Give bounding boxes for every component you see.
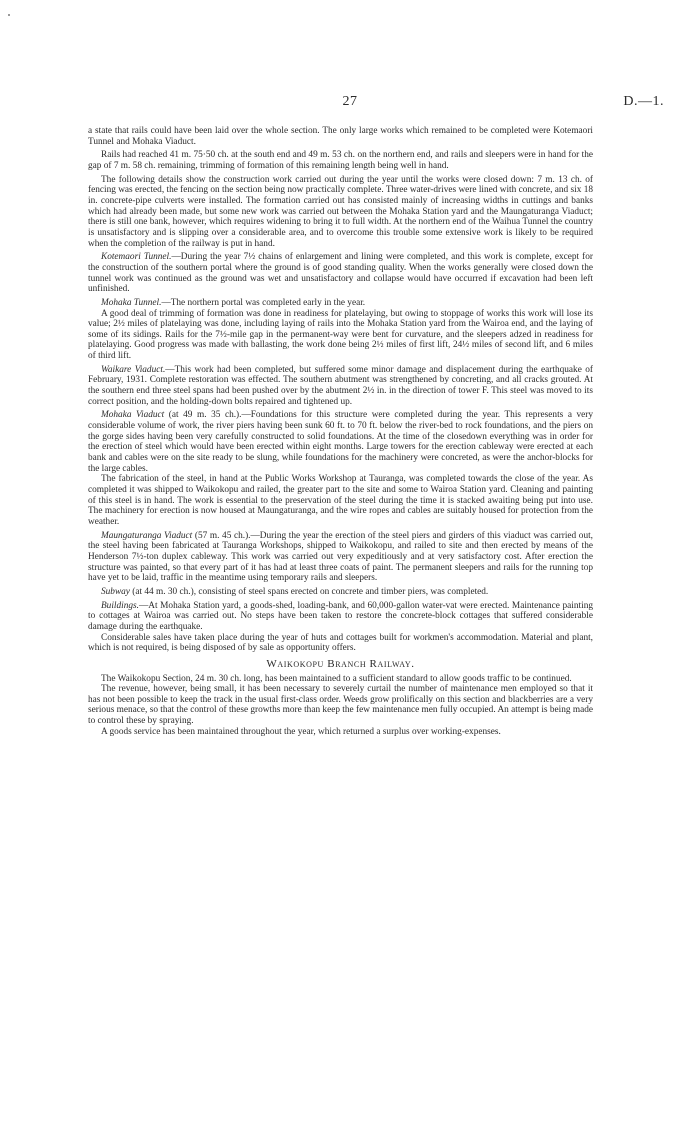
heading-waikare-viaduct: Waikare Viaduct.	[101, 364, 166, 375]
body-text	[88, 126, 593, 737]
document-reference: D.—1.	[623, 94, 664, 109]
page-number: 27	[342, 94, 358, 109]
paragraph-buildings	[88, 601, 593, 633]
paragraph: The revenue, however, being small, it has been necessary to severely curtail the number of maintenance men employed so that it has not been possible to keep the track in the usual first-class order. Weeds grow prolifically on this section and blackberries are a very serious menace, so that the control of these growths more than keep the few maintenance men fully occupied. An attempt is being made to control these by spraying.	[88, 684, 593, 727]
paragraph-kotemaori-tunnel	[88, 252, 593, 295]
paragraph-waikare-viaduct	[88, 365, 593, 408]
section-heading	[88, 659, 593, 671]
paragraph-subway	[88, 587, 593, 598]
margin-mark	[8, 14, 10, 16]
paragraph: A goods service has been maintained throughout the year, which returned a surplus over working-expenses.	[101, 726, 501, 737]
paragraph-fabrication: The fabrication of the steel, in hand at the Public Works Workshop at Tauranga, was completed towards the close of the year. As completed it was shipped to Waikokopu and railed, the greater part to the site and some to Wairoa Station yard. Cleaning and painting of this steel is in hand. The work is essential to the preservation of the steel during the time it is stacked awaiting being put into use. The machinery for erection is now housed at Maungaturanga, and the wire ropes and cables are suitably housed for protection from the weather.	[88, 474, 593, 527]
paragraph-mohaka-viaduct	[88, 410, 593, 474]
heading-subway: Subway	[101, 586, 130, 597]
text-mohaka-tunnel: —The northern portal was completed early in the year.	[161, 297, 366, 308]
paragraph-sales: Considerable sales have taken place during the year of huts and cottages built for workmen's accommodation. Material and plant, which is not required, is being disposed of by sale as opportunity offers.	[88, 632, 593, 654]
text-kotemaori-tunnel: —During the year 7½ chains of enlargement and lining were completed, and this work is complete, except for the construction of the southern portal where the ground is of good standing quality. When the works generally were closed down the tunnel work was continued as the ground was wet and unsatisfactory and collapse would have occurred if excavation had been left unfinished.	[88, 252, 593, 295]
heading-buildings: Buildings.	[101, 600, 139, 611]
heading-kotemaori-tunnel: Kotemaori Tunnel.	[101, 252, 172, 263]
section-title: Waikokopu Branch Railway.	[266, 657, 415, 670]
paragraph: The Waikokopu Section, 24 m. 30 ch. long, has been maintained to a sufficient standard to allow goods traffic to be continued.	[101, 673, 572, 684]
paragraph: a state that rails could have been laid over the whole section. The only large works which remained to be completed were Kotemaori Tunnel and Mohaka Viaduct.	[88, 126, 593, 147]
text-buildings: —At Mohaka Station yard, a goods-shed, loading-bank, and 60,000-gallon water-vat were erected. Maintenance painting to cottages at Wairoa was carried out. No steps have been taken to restore the concrete-block cottages that suffered considerable damage during the earthquake.	[88, 600, 593, 632]
paragraph-trimming: A good deal of trimming of formation was done in readiness for platelaying, but owing to stoppage of works this work will lose its value; 2½ miles of platelaying was done, including laying of rails into the Mohaka Station yard from the Wairoa end, and the laying of some of its sidings. Rails for the 7½-mile gap in the permanent-way were bent for curvature, and the sleepers adzed in readiness for platelaying. Good progress was made with ballasting, the work done being 2½ miles of first lift, 24½ miles of second lift, and 6 miles of third lift.	[88, 308, 593, 362]
paragraph: Rails had reached 41 m. 75·50 ch. at the south end and 49 m. 53 ch. on the northern end, and rails and sleepers were in hand for the gap of 7 m. 58 ch. remaining, trimming of formation of this remaining length being well in hand.	[88, 150, 593, 171]
paragraph: The following details show the construction work carried out during the year until the works were closed down: 7 m. 13 ch. of fencing was erected, the fencing on the section being now practically complete. Three water-drives were lined with concrete, and six 18 in. concrete-pipe culverts were installed. The formation carried out has consisted mainly of increasing widths in cuttings and banks which had already been made, but some new work was carried out between the Mohaka Station yard and the Maungaturanga Viaduct; there is still one bank, however, which requires widening to bring it to full width. At the northern end of the Waihua Tunnel the country is unsatisfactory and is slipping over a considerable area, and to overcome this trouble some extensive work is likely to be required when the completion of the railway is put in hand.	[88, 174, 593, 249]
text-maungaturanga-viaduct: (57 m. 45 ch.).—During the year the erection of the steel piers and girders of this viaduct was carried out, the steel having been fabricated at Tauranga Workshops, shipped to Waikokopu, and railed to site and then erected by means of the Henderson 7½-ton duplex cableway. This work was carried out very expeditiously and at very satisfactory cost. After erection the structure was painted, so that every part of it has had at least three coats of paint. The permanent sleepers and rails for the running top have yet to be laid, traffic in the meantime using temporary rails and sleepers.	[88, 530, 594, 584]
text-mohaka-viaduct: (at 49 m. 35 ch.).—Foundations for this structure were completed during the year. This represents a very considerable volume of work, the river piers having been sunk 60 ft. to 70 ft. below the river-bed to rock foundations, and the piers on the gorge sides having been very carefully constructed to solid foundations. At the time of the closedown everything was in order for the erection of steel which would have been erected within eight months. Large towers for the erection cableway were erected at each bank and cables were on the site ready to be slung, while foundations for the machinery were concreted, as were the anchor-blocks for the large cables.	[88, 410, 594, 474]
text-waikare-viaduct: —This work had been completed, but suffered some minor damage and displacement during the earthquake of February, 1931. Complete restoration was effected. The southern abutment was strengthened by concreting, and all cracks grouted. At the southern end three steel spans had been pushed over by the abutment 2½ in. in the direction of tower F. This steel was moved to its correct position, and the holding-down bolts repaired and tightened up.	[88, 364, 593, 407]
text-subway: (at 44 m. 30 ch.), consisting of steel spans erected on concrete and timber piers, was completed.	[129, 586, 489, 597]
paragraph-mohaka-tunnel	[88, 298, 593, 309]
heading-mohaka-tunnel: Mohaka Tunnel.	[101, 297, 162, 308]
heading-mohaka-viaduct: Mohaka Viaduct	[101, 410, 165, 421]
paragraph-maungaturanga-viaduct	[88, 531, 593, 584]
heading-maungaturanga-viaduct: Maungaturanga Viaduct	[101, 530, 193, 541]
